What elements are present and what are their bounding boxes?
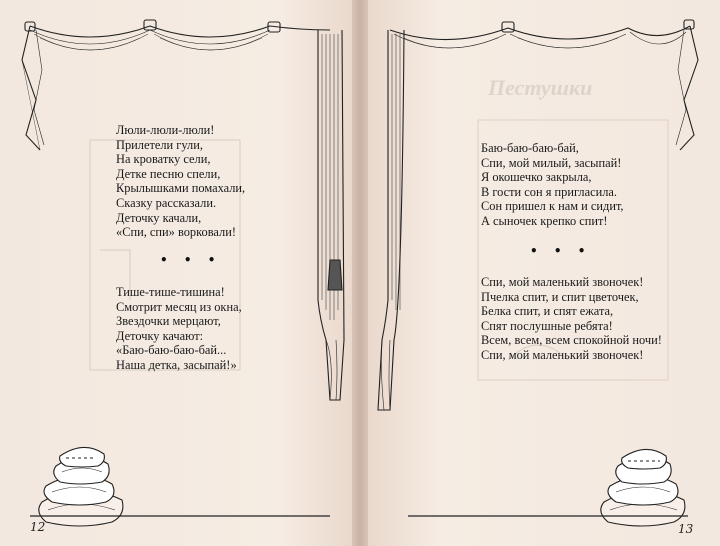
poem-line: Спят послушные ребята! <box>481 318 613 333</box>
poem-line: Люли-люли-люли! <box>116 123 215 137</box>
poem-line: Баю-баю-баю-бай, <box>481 141 579 155</box>
poem-bayu <box>481 141 624 229</box>
page-number: 13 <box>678 522 694 536</box>
poem-line: Крылышками помахали, <box>116 181 246 196</box>
poem-line: Спи, мой маленький звоночек! <box>481 347 644 362</box>
poem-line: Сон пришел к нам и сидит, <box>481 199 624 214</box>
poem-line: «Баю-баю-баю-бай... <box>116 343 227 358</box>
poem-separator: • • • <box>160 253 222 267</box>
right-page <box>368 0 720 546</box>
poem-line: Наша детка, засыпай!» <box>116 357 237 372</box>
curtain-right-illustration <box>368 0 720 546</box>
poem-line: Смотрит месяц из окна, <box>116 299 242 314</box>
poem-line: Детке песню спели, <box>116 166 221 181</box>
poem-line: А сыночек крепко спит! <box>481 213 608 228</box>
page-number: 12 <box>30 520 46 534</box>
poem-line: Сказку рассказали. <box>116 195 217 210</box>
poem-line: «Спи, спи» ворковали! <box>116 225 236 240</box>
poem-line: Всем, всем, всем спокойной ночи! <box>481 333 662 348</box>
poem-lyuli <box>116 123 245 240</box>
poem-line: Тише-тише-тишина! <box>116 285 225 299</box>
left-page <box>0 0 352 546</box>
poem-line: Звездочки мерцают, <box>116 314 221 329</box>
poem-line: Деточку качают: <box>116 328 204 343</box>
poem-line: Пчелка спит, и спит цветочек, <box>481 289 639 304</box>
poem-line: Прилетели гули, <box>116 137 203 152</box>
poem-line: Спи, мой милый, засыпай! <box>481 155 622 170</box>
poem-separator: • • • <box>530 244 592 258</box>
poem-line: Я окошечко закрыла, <box>481 170 592 185</box>
book-spine <box>352 0 368 546</box>
poem-line: На кроватку сели, <box>116 152 211 167</box>
curtain-left-illustration <box>0 0 352 546</box>
poem-spi-zvonochek <box>481 275 662 363</box>
stacked-pillows-left-icon <box>30 447 330 526</box>
poem-line: Спи, мой маленький звоночек! <box>481 275 644 289</box>
poem-line: В гости сон я пригласила. <box>481 184 618 199</box>
poem-line: Белка спит, и спят ежата, <box>481 304 614 319</box>
show-through-heading: Пестушки <box>488 75 593 100</box>
poem-tishe <box>116 285 242 373</box>
poem-line: Деточку качали, <box>116 210 202 225</box>
stacked-pillows-right-icon <box>408 449 688 526</box>
